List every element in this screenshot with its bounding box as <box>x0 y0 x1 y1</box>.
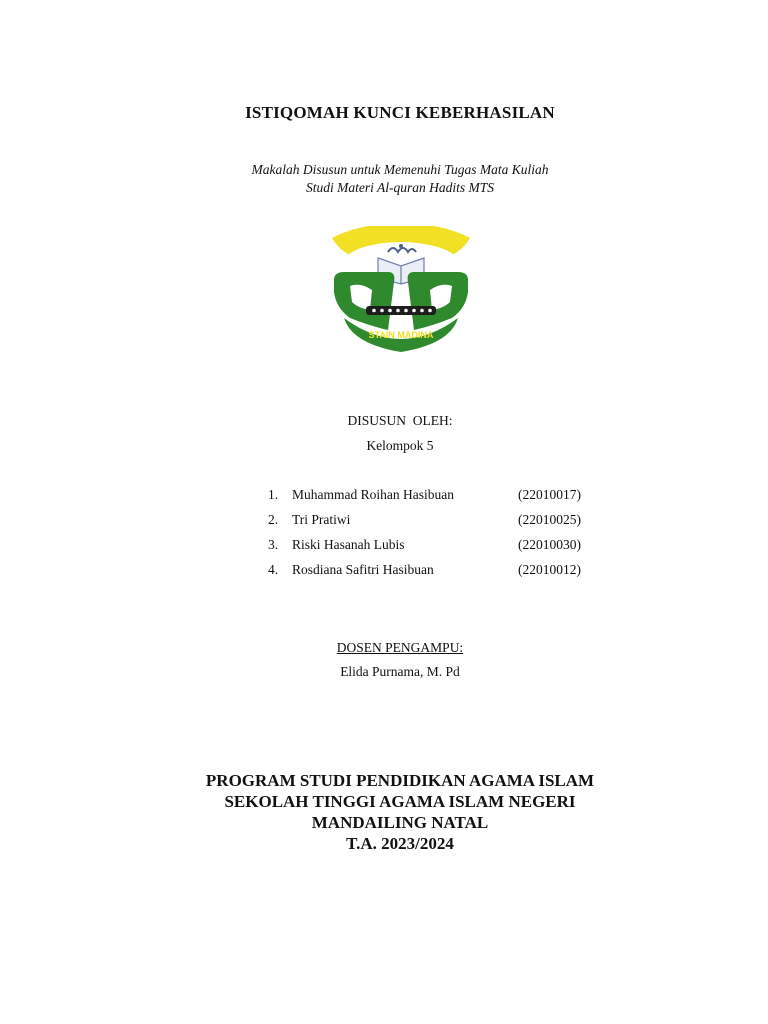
member-id: (22010017) <box>518 487 581 502</box>
member-id: (22010025) <box>518 512 581 527</box>
subtitle-line: Makalah Disusun untuk Memenuhi Tugas Mata Kuliah <box>251 162 549 177</box>
member-id: (22010030) <box>518 537 581 552</box>
document-title: ISTIQOMAH KUNCI KEBERHASILAN <box>245 103 555 122</box>
member-number: 3. <box>268 537 279 552</box>
logo-text: STAIN MADINA <box>368 330 434 340</box>
subtitle-line: Studi Materi Al-quran Hadits MTS <box>305 180 494 195</box>
institution-line: MANDAILING NATAL <box>311 813 489 832</box>
document-subtitle <box>0 161 768 197</box>
member-name: Riski Hasanah Lubis <box>292 537 405 552</box>
member-list <box>268 487 608 587</box>
lecturer-name: Elida Purnama, M. Pd <box>340 664 460 679</box>
list-item <box>268 512 608 537</box>
member-number: 4. <box>268 562 279 577</box>
list-item <box>268 537 608 562</box>
prepared-by-label: DISUSUN OLEH: <box>347 413 453 428</box>
stain-madina-logo <box>330 226 472 354</box>
institution-block <box>0 770 768 854</box>
lecturer-label: DOSEN PENGAMPU: <box>336 640 464 655</box>
institution-line: PROGRAM STUDI PENDIDIKAN AGAMA ISLAM <box>205 771 595 790</box>
list-item <box>268 487 608 512</box>
member-name: Muhammad Roihan Hasibuan <box>292 487 454 502</box>
member-id: (22010012) <box>518 562 581 577</box>
member-number: 2. <box>268 512 279 527</box>
list-item <box>268 562 608 587</box>
member-name: Rosdiana Safitri Hasibuan <box>292 562 434 577</box>
group-name: Kelompok 5 <box>366 438 434 453</box>
institution-line: T.A. 2023/2024 <box>346 834 454 853</box>
institution-line: SEKOLAH TINGGI AGAMA ISLAM NEGERI <box>224 792 576 811</box>
member-number: 1. <box>268 487 279 502</box>
member-name: Tri Pratiwi <box>292 512 351 527</box>
